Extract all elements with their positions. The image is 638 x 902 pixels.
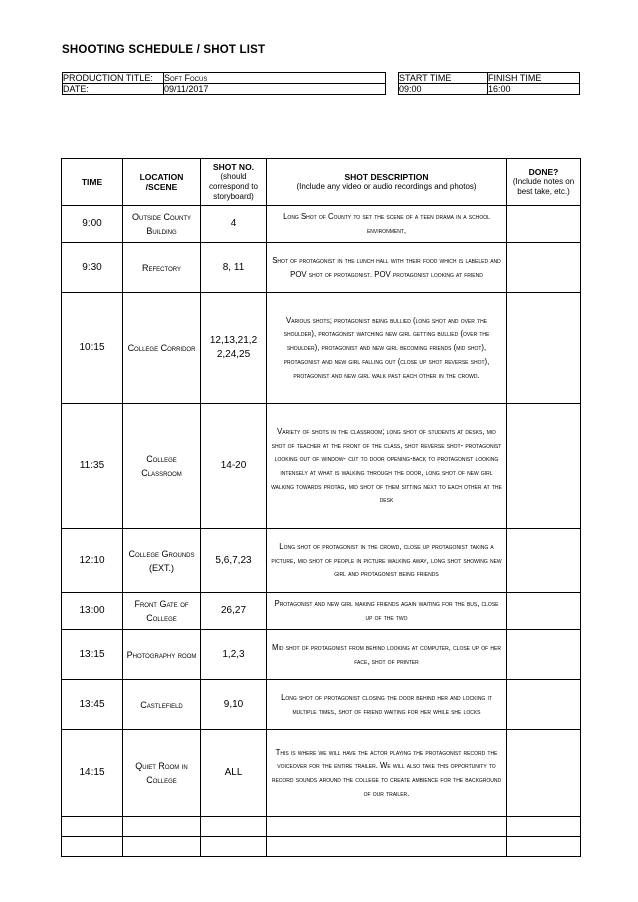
done-cell <box>507 730 581 817</box>
time-cell: 9:30 <box>62 243 123 293</box>
header-description: SHOT DESCRIPTION (Include any video or audio recordings and photos) <box>267 159 507 206</box>
description-cell: This is where we will have the actor playing the protagonist record the voiceover for the entire trailer. We will also take this opportunity to record sounds around the college to create ambience for the background of our trailer. <box>267 730 507 817</box>
shot-list-header-row <box>62 159 581 206</box>
description-cell: Mid shot of protagonist from behind looking at computer, close up of her face, shot of printer <box>267 630 507 680</box>
time-cell: 13:15 <box>62 630 123 680</box>
shot-number-cell: 12,13,21,2 2,24,25 <box>201 293 267 404</box>
header-time: TIME <box>62 159 123 206</box>
table-row <box>62 680 581 730</box>
shot-list-table <box>61 158 581 857</box>
done-cell <box>507 817 581 837</box>
shot-number-cell: 5,6,7,23 <box>201 529 267 593</box>
table-row <box>62 630 581 680</box>
done-cell <box>507 837 581 857</box>
location-cell: Castlefield <box>123 680 201 730</box>
table-row <box>62 243 581 293</box>
time-cell: 10:15 <box>62 293 123 404</box>
time-cell <box>62 817 123 837</box>
table-row <box>62 206 581 243</box>
time-info-table <box>398 72 580 95</box>
production-info-table <box>62 72 386 95</box>
header-location: LOCATION /SCENE <box>123 159 201 206</box>
finish-time-label: FINISH TIME <box>488 73 580 84</box>
production-title-value: Soft Focus <box>164 73 386 84</box>
location-cell: College Grounds (EXT.) <box>123 529 201 593</box>
table-row <box>62 529 581 593</box>
description-cell: Protagonist and new girl making friends again waiting for the bus, close up of the two <box>267 593 507 630</box>
done-cell <box>507 630 581 680</box>
done-cell <box>507 593 581 630</box>
location-cell: College Classroom <box>123 404 201 529</box>
table-row <box>62 404 581 529</box>
done-cell <box>507 243 581 293</box>
time-cell: 14:15 <box>62 730 123 817</box>
location-cell <box>123 817 201 837</box>
shot-number-cell: 9,10 <box>201 680 267 730</box>
time-cell: 9:00 <box>62 206 123 243</box>
date-value: 09/11/2017 <box>164 84 386 95</box>
shot-number-cell: 8, 11 <box>201 243 267 293</box>
time-cell: 12:10 <box>62 529 123 593</box>
done-cell <box>507 529 581 593</box>
shot-number-cell <box>201 817 267 837</box>
time-label-row <box>399 73 580 84</box>
table-row <box>62 730 581 817</box>
description-cell: Shot of protagonist in the lunch hall with their food which is labeled and POV shot of protagonist. POV protagonist looking at friend <box>267 243 507 293</box>
location-cell: Quiet Room in College <box>123 730 201 817</box>
location-cell: Refectory <box>123 243 201 293</box>
description-cell: Various shots; protagonist being bullied (long shot and over the shoulder), protagonist watching new girl getting bullied (over the shoulder), protagonist and new girl becoming friends (mid shot), protagonist and new girl falling out (close up shot reverse shot), protagonist and new girl walk past each other in the crowd. <box>267 293 507 404</box>
location-cell: Front Gate of College <box>123 593 201 630</box>
table-row <box>62 837 581 857</box>
shot-number-cell: 26,27 <box>201 593 267 630</box>
description-cell <box>267 817 507 837</box>
location-cell: College Corridor <box>123 293 201 404</box>
description-cell: Long Shot of County to set the scene of a teen drama in a school environment, <box>267 206 507 243</box>
date-row <box>63 84 386 95</box>
location-cell: Outside County Building <box>123 206 201 243</box>
description-cell: Long shot of protagonist in the crowd, close up protagonist taking a picture, mid shot of people in picture walking away, long shot showing new girl and protagonist being friends <box>267 529 507 593</box>
description-cell <box>267 837 507 857</box>
description-cell: Long shot of protagonist closing the door behind her and locking it multiple times, shot of friend waiting for her while she locks <box>267 680 507 730</box>
description-cell: Variety of shots in the classroom; long shot of students at desks, mid shot of teacher at the front of the class, shot reverse shot- protagonist looking out of window- cut to door opening-back to protagonist looking intensely at what is walking through the door, long shot of new girl walking towards protag, mid shot of them sitting next to each other at the desk <box>267 404 507 529</box>
shot-number-cell <box>201 837 267 857</box>
shot-number-cell: 4 <box>201 206 267 243</box>
header-shot-no: SHOT NO. (should correspond to storyboard) <box>201 159 267 206</box>
time-cell: 13:00 <box>62 593 123 630</box>
time-value-row <box>399 84 580 95</box>
done-cell <box>507 680 581 730</box>
shot-number-cell: ALL <box>201 730 267 817</box>
table-row <box>62 293 581 404</box>
done-cell <box>507 206 581 243</box>
time-cell: 13:45 <box>62 680 123 730</box>
production-title-label: PRODUCTION TITLE: <box>63 73 164 84</box>
start-time-value: 09:00 <box>399 84 488 95</box>
page-title: SHOOTING SCHEDULE / SHOT LIST <box>62 44 266 56</box>
done-cell <box>507 293 581 404</box>
location-cell: Photography room <box>123 630 201 680</box>
finish-time-value: 16:00 <box>488 84 580 95</box>
table-row <box>62 593 581 630</box>
time-cell: 11:35 <box>62 404 123 529</box>
shot-number-cell: 14-20 <box>201 404 267 529</box>
date-label: DATE: <box>63 84 164 95</box>
production-title-row <box>63 73 386 84</box>
done-cell <box>507 404 581 529</box>
table-row <box>62 817 581 837</box>
header-done: DONE? (Include notes on best take, etc.) <box>507 159 581 206</box>
start-time-label: START TIME <box>399 73 488 84</box>
location-cell <box>123 837 201 857</box>
time-cell <box>62 837 123 857</box>
shot-number-cell: 1,2,3 <box>201 630 267 680</box>
